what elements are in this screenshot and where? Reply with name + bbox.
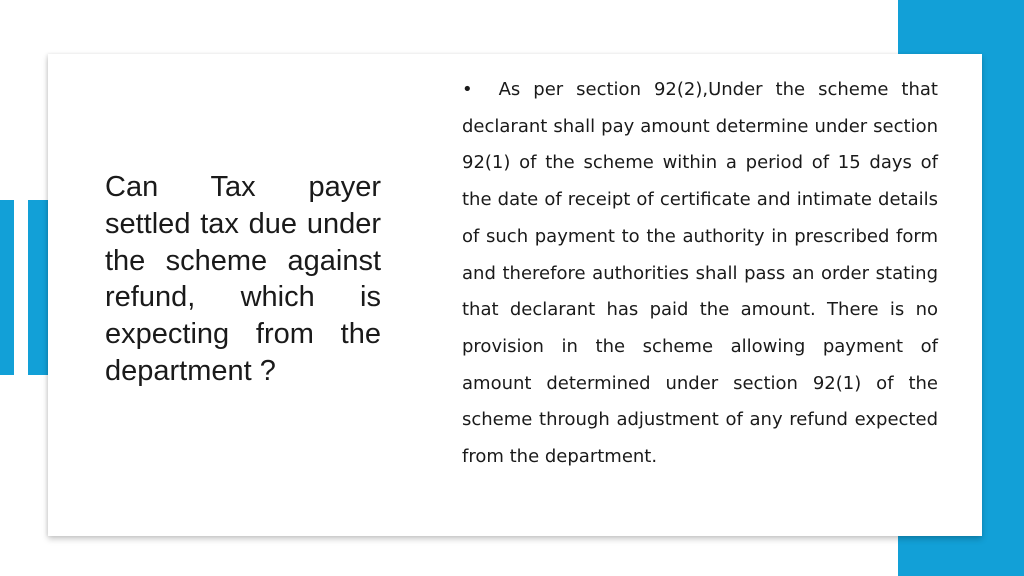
- bullet-marker: •: [462, 79, 473, 100]
- answer-text: As per section 92(2),Under the scheme that declarant shall pay amount determine under section 92(1) of the scheme within a period of 15 days of the date of receipt of certificate and intimate details of such payment to the authority in prescribed form and therefore authorities shall pass an order stating that declarant has paid the amount. There is no provision in the scheme allowing payment of amount determined under section 92(1) of the scheme through adjustment of any refund expected from the department.: [462, 79, 938, 468]
- content-card: [48, 54, 982, 536]
- left-accent-stripe-outer: [0, 200, 14, 375]
- left-accent-stripe-inner: [28, 200, 48, 375]
- faq-answer: [462, 72, 938, 476]
- faq-question: Can Tax payer settled tax due under the scheme against refund, which is expecting from the department ?: [105, 171, 381, 387]
